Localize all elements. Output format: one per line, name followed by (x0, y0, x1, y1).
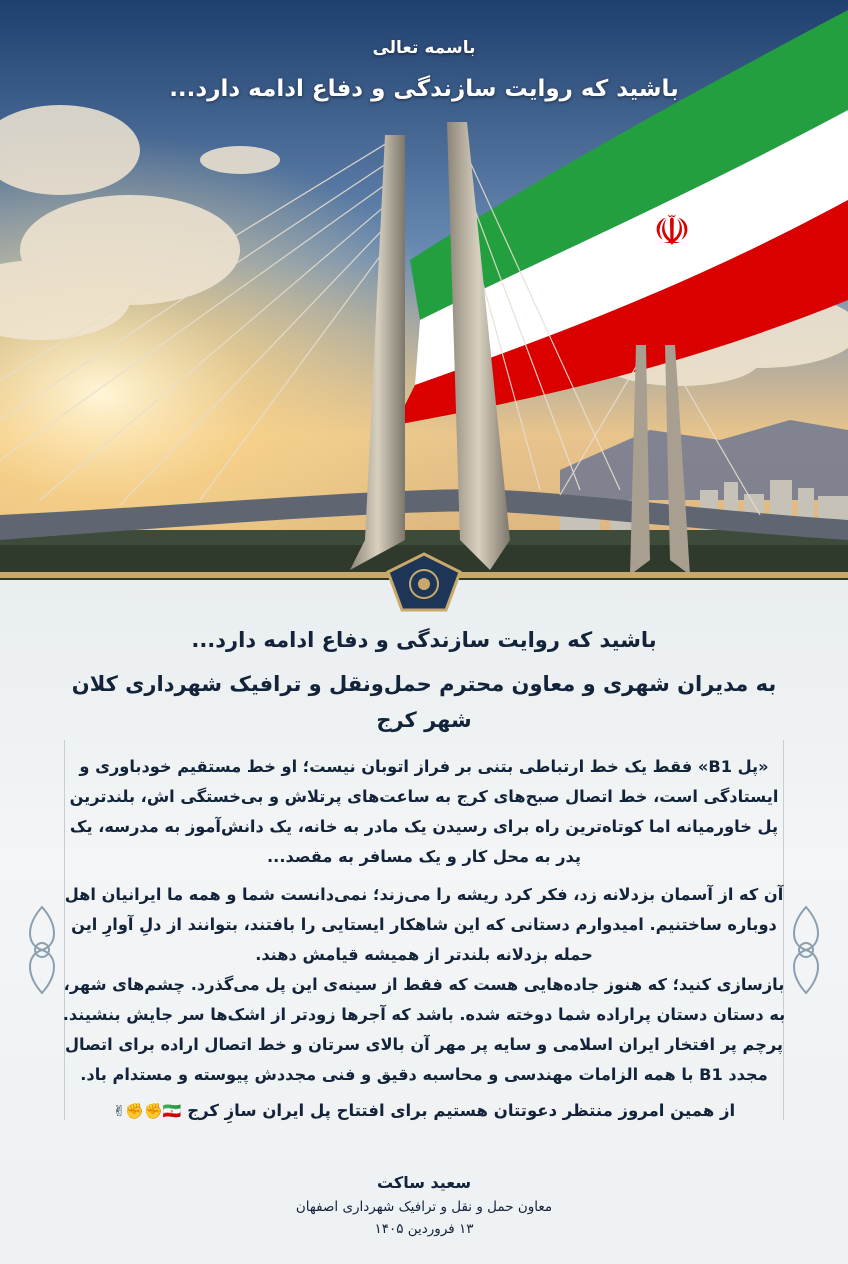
closing-emoji: 🇮🇷✊✊✌ (112, 1102, 182, 1120)
letter-headline: باشید که روایت سازندگی و دفاع ادامه دارد... (191, 628, 657, 652)
letter-body (60, 622, 788, 1126)
signature-block (0, 1170, 848, 1240)
arabesque-ornament-icon (786, 905, 826, 995)
svg-text:☫: ☫ (653, 206, 691, 255)
emblem-ornament-icon (384, 552, 464, 616)
signature-date: ۱۳ فروردین ۱۴۰۵ (374, 1221, 474, 1237)
signer-name: سعید ساکت (376, 1173, 472, 1192)
arabesque-ornament-icon (22, 905, 62, 995)
closing-text: از همین امروز منتظر دعوتتان هستیم برای افتتاح پل ایران سازِ کرج (187, 1101, 736, 1120)
letter-addressee: به مدیران شهری و معاون محترم حمل‌ونقل و ترافیک شهرداری کلان شهر کرج (71, 672, 777, 732)
hero-illustration (0, 0, 848, 580)
paragraph-1: «پل B1» فقط یک خط ارتباطی بتنی بر فراز اتوبان نیست؛ او خط مستقیم خودباوری و ایستادگی است، خط اتصال صبح‌های کرج به ساعت‌های پرتلاش و بی‌خستگی اش، بلندترین پل خاورمیانه اما کوتاه‌ترین راه برای رسیدن یک مادر به خانه، یک دانش‌آموز به مدرسه، یک پدر به محل کار و یک مسافر به مقصد... (69, 757, 779, 866)
paragraph-3: بازسازی کنید؛ که هنوز جاده‌هایی هست که فقط از سینه‌ی این پل می‌گذرد. چشم‌های شهر، به دستان دستان پراراده شما دوخته شده. باشد که آجرها زودتر از اشک‌ها سر جایش بنشیند. پرچم پر افتخار ایران اسلامی و سایه پر مهر آن بالای سرتان و خط اتصال اراده برای اتصال مجدد B1 با همه الزامات مهندسی و محاسبه دقیق و فنی مجددش پیوسته و مستدام باد. (62, 975, 786, 1084)
signer-title: معاون حمل و نقل و ترافیک شهرداری اصفهان (295, 1199, 553, 1215)
closing-line (60, 1096, 788, 1126)
paragraph-2: آن که از آسمان بزدلانه زد، فکر کرد ریشه را می‌زند؛ نمی‌دانست شما و همه ما ایرانیان اهل دوباره ساختنیم. امیدوارم دستانی که این شاهکار ایستایی را بافتند، بتوانند از دلِ آوارِ این حمله بزدلانه بلندتر از همیشه قیامش دهند. (64, 885, 784, 964)
hero-headline: باشید که روایت سازندگی و دفاع ادامه دارد... (169, 76, 679, 102)
basmala-heading: باسمه تعالی (372, 38, 476, 58)
